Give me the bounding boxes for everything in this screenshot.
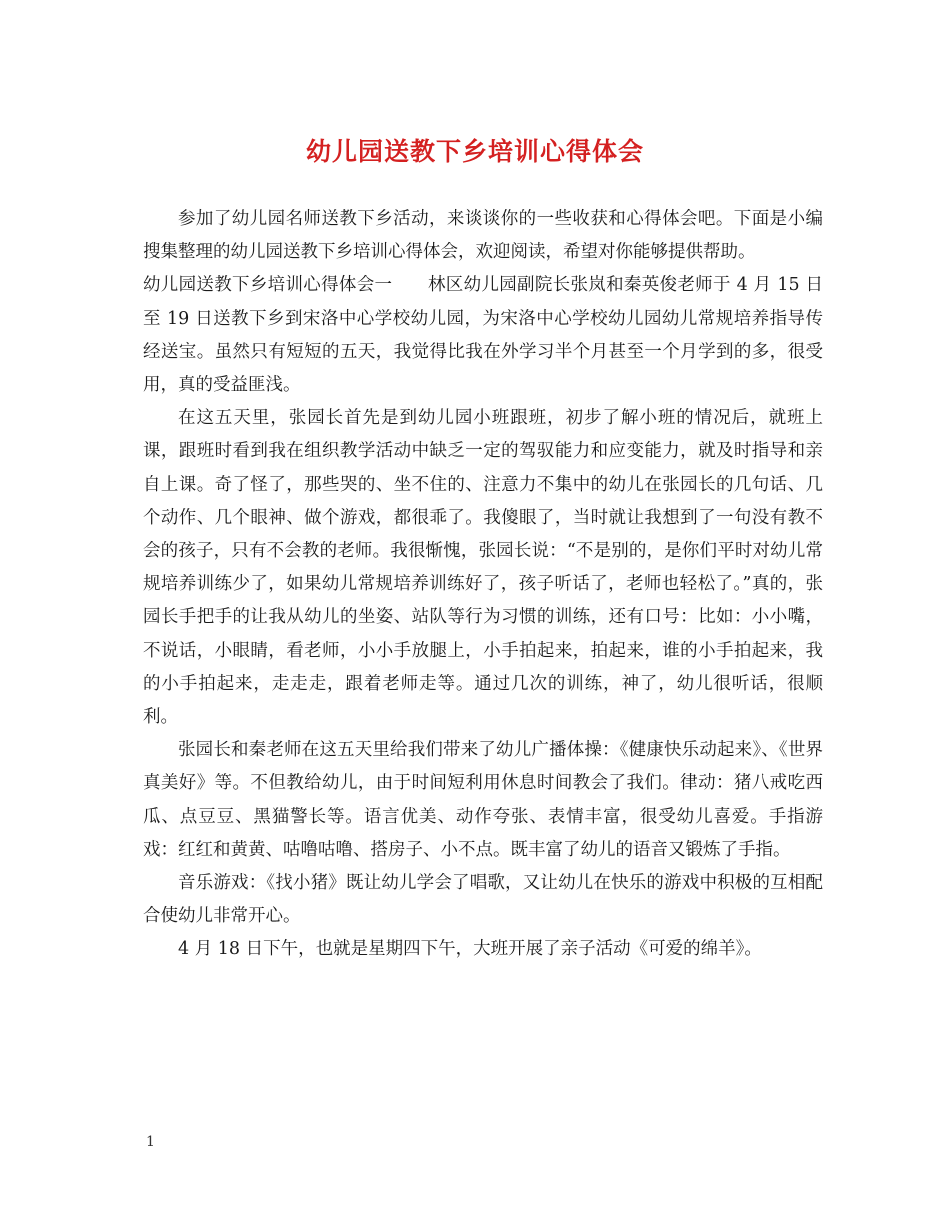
page-number: 1 — [146, 1134, 155, 1150]
document-body — [143, 203, 823, 967]
paragraph-exercises: 张园长和秦老师在这五天里给我们带来了幼儿广播体操：《健康快乐动起来》、《世界真美好》等。不但教给幼儿，由于时间短利用休息时间教会了我们。律动：猪八戒吃西瓜、点豆豆、黑猫警长等。语言优美、动作夸张、表情丰富，很受幼儿喜爱。手指游戏：红红和黄黄、咕噜咕噜、搭房子、小不点。既丰富了幼儿的语音又锻炼了手指。 — [143, 740, 823, 860]
paragraph-music-game: 音乐游戏：《找小猪》既让幼儿学会了唱歌，又让幼儿在快乐的游戏中积极的互相配合使幼儿非常开心。 — [143, 873, 823, 927]
document-title: 幼儿园送教下乡培训心得体会 — [305, 137, 644, 166]
paragraph-parent-activity: 4 月 18 日下午，也就是星期四下午，大班开展了亲子活动《可爱的绵羊》。 — [178, 939, 762, 960]
paragraph-five-days: 在这五天里，张园长首先是到幼儿园小班跟班，初步了解小班的情况后，就班上课，跟班时看到我在组织教学活动中缺乏一定的驾驭能力和应变能力，就及时指导和亲自上课。奇了怪了，那些哭的、坐不住的、注意力不集中的幼儿在张园长的几句话、几个动作、几个眼神、做个游戏，都很乖了。我傻眼了，当时就让我想到了一句没有教不会的孩子，只有不会教的老师。我很惭愧，张园长说：“不是别的，是你们平时对幼儿常规培养训练少了，如果幼儿常规培养训练好了，孩子听话了，老师也轻松了。”真的，张园长手把手的让我从幼儿的坐姿、站队等行为习惯的训练，还有口号：比如：小小嘴，不说话，小眼睛，看老师，小小手放腿上，小手拍起来，拍起来，谁的小手拍起来，我的小手拍起来，走走走，跟着老师走等。通过几次的训练，神了，幼儿很听话，很顺利。 — [143, 408, 823, 728]
paragraph-section-one: 幼儿园送教下乡培训心得体会一 林区幼儿园副院长张岚和秦英俊老师于 4 月 15 日至 19 日送教下乡到宋洛中心学校幼儿园，为宋洛中心学校幼儿园幼儿常规培养指导传经送宝。虽然只有短短的五天，我觉得比我在外学习半个月甚至一个月学到的多，很受用，真的受益匪浅。 — [143, 275, 823, 396]
paragraph-intro: 参加了幼儿园名师送教下乡活动，来谈谈你的一些收获和心得体会吧。下面是小编搜集整理的幼儿园送教下乡培训心得体会，欢迎阅读，希望对你能够提供帮助。 — [143, 209, 823, 263]
